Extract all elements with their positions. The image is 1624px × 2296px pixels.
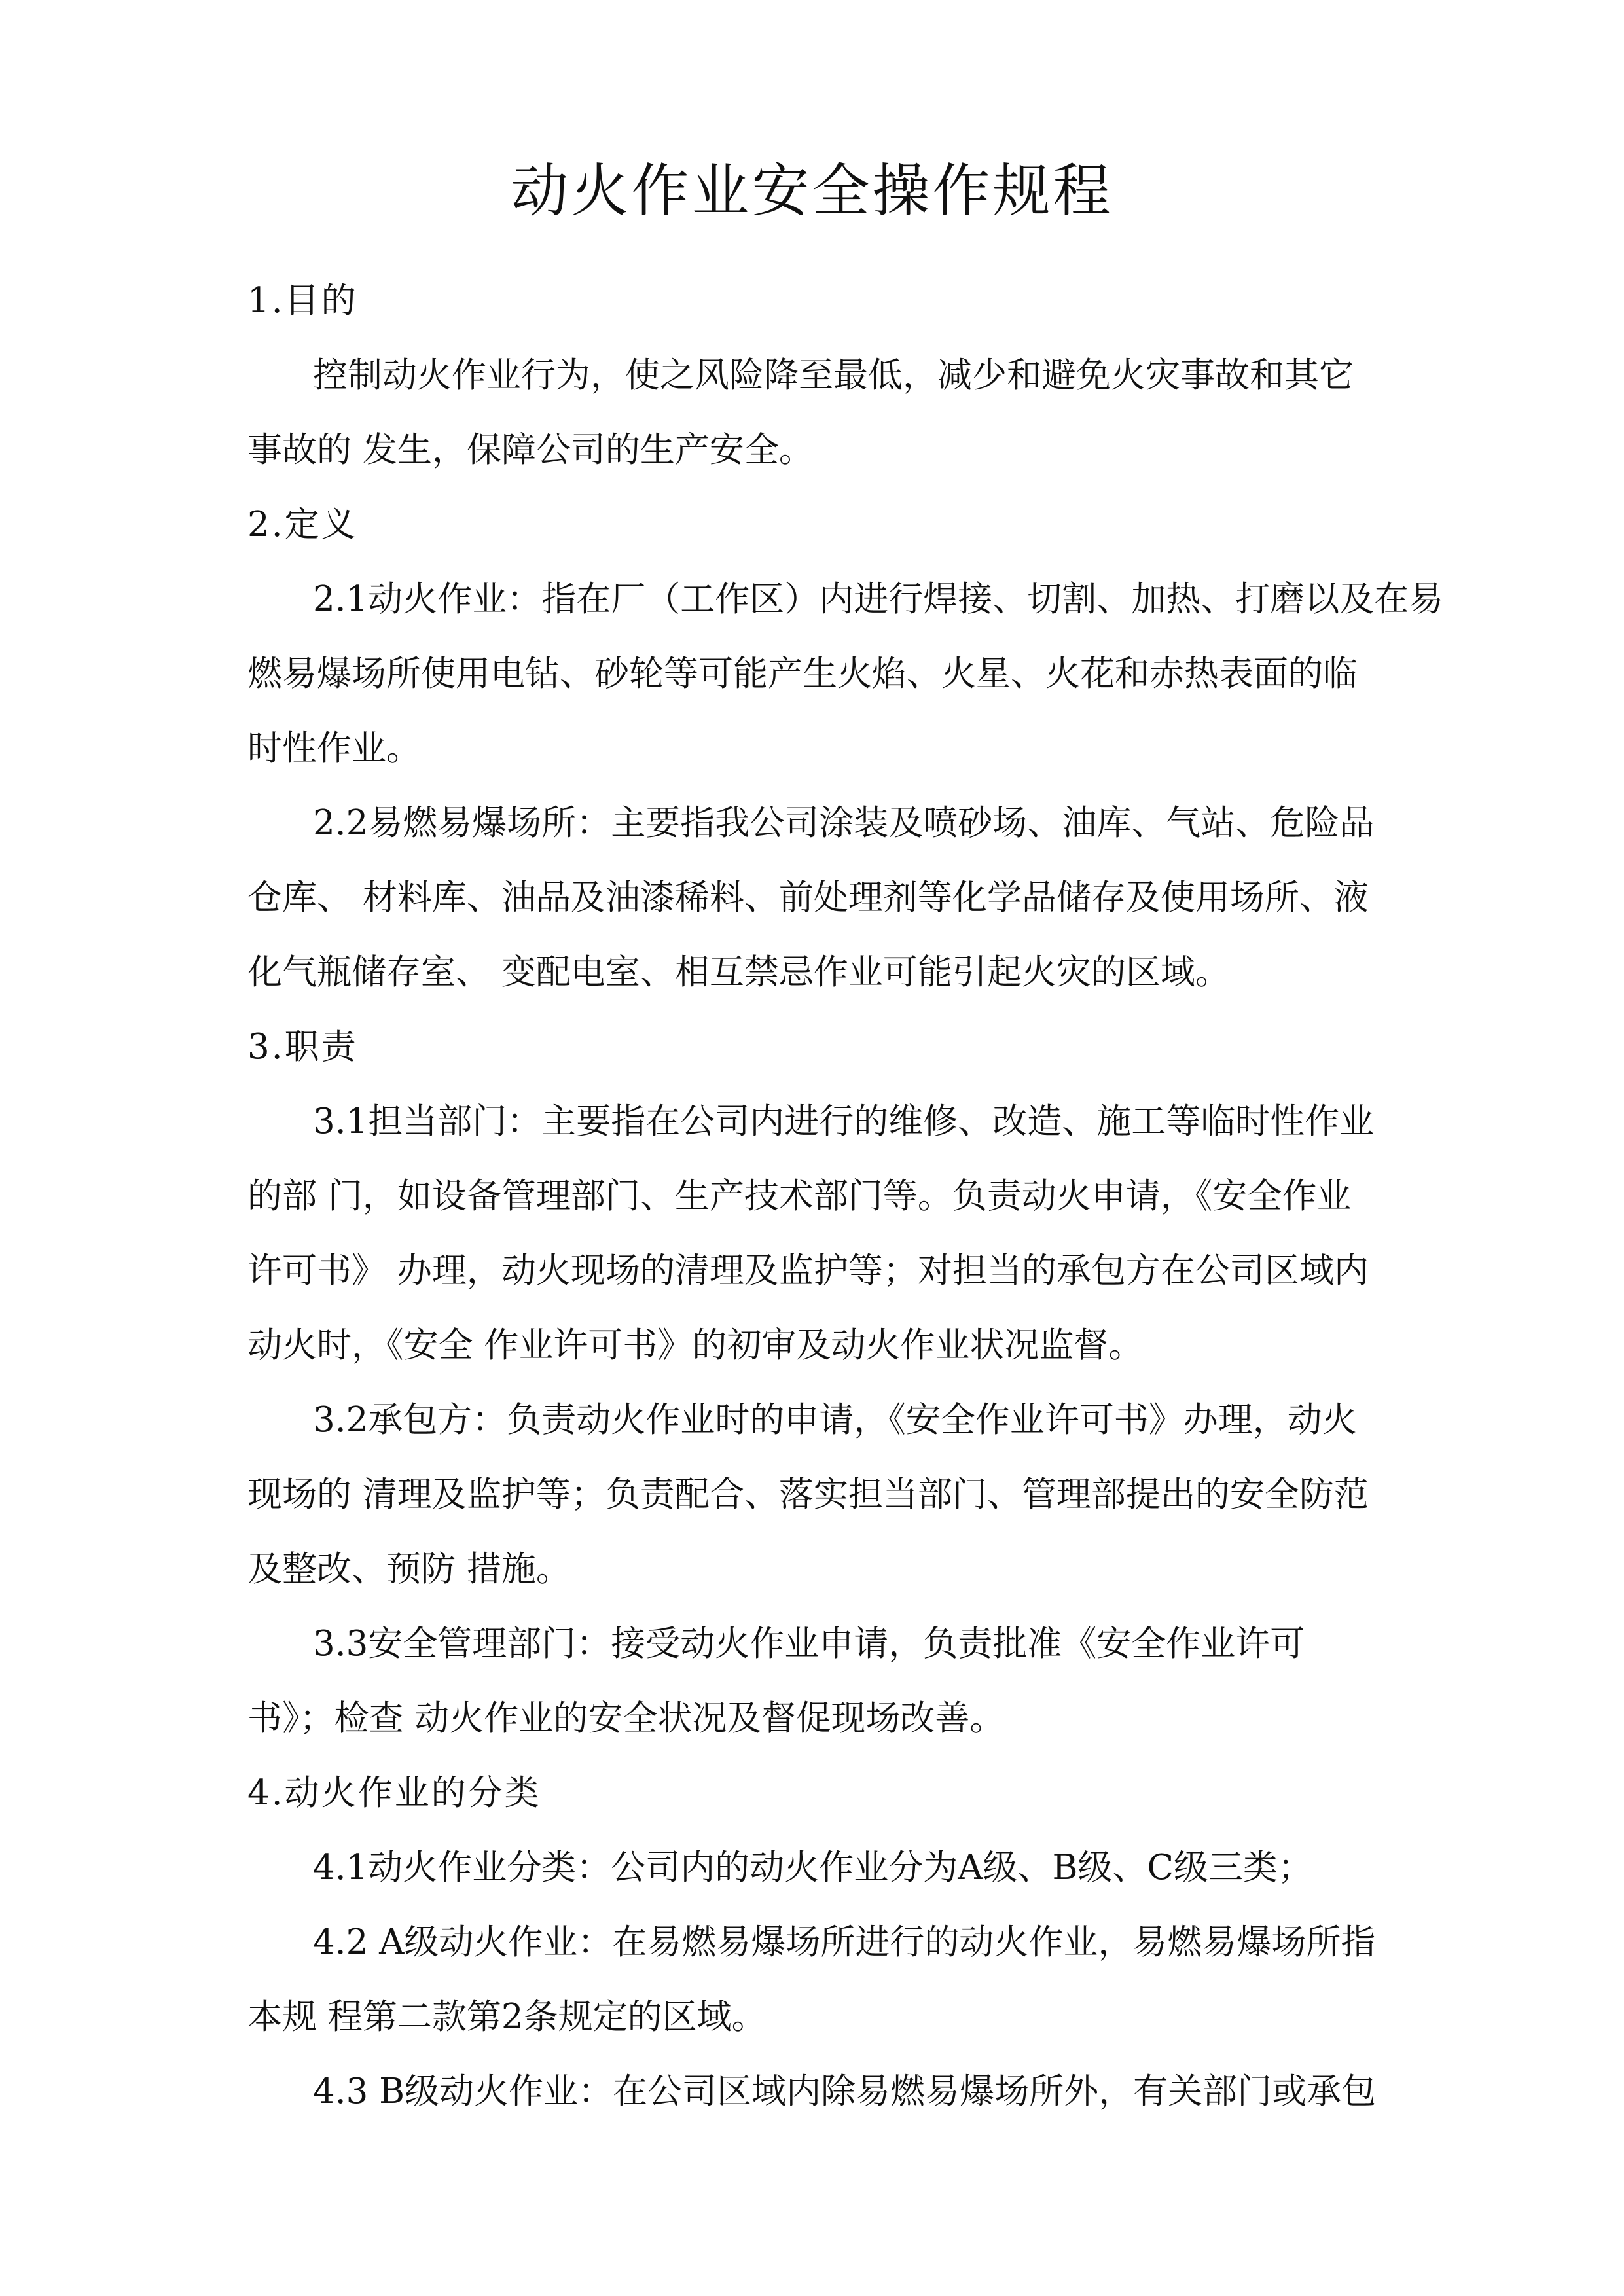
- paragraph-line: 燃易爆场所使用电钻、砂轮等可能产生火焰、火星、火花和赤热表面的临: [247, 654, 1358, 694]
- paragraph-line: 及整改、预防 措施。: [247, 1549, 571, 1589]
- paragraph-line: 3.1担当部门：主要指在公司内进行的维修、改造、施工等临时性作业: [313, 1102, 1375, 1141]
- page-title: 动火作业安全操作规程: [511, 157, 1113, 224]
- paragraph-line: 事故的 发生，保障公司的生产安全。: [247, 430, 814, 470]
- paragraph-line: 动火时，《安全 作业许可书》的初审及动火作业状况监督。: [247, 1325, 1144, 1365]
- paragraph-line: 2.1动火作业：指在厂（工作区）内进行焊接、切割、加热、打磨以及在易: [313, 579, 1444, 619]
- section-heading-classification: 4.动火作业的分类: [247, 1773, 541, 1813]
- paragraph-line: 4.1动火作业分类：公司内的动火作业分为A级、B级、C级三类；: [313, 1848, 1313, 1888]
- paragraph-line: 3.3安全管理部门：接受动火作业申请，负责批准《安全作业许可: [313, 1624, 1305, 1664]
- paragraph-line: 现场的 清理及监护等；负责配合、落实担当部门、管理部提出的安全防范: [247, 1475, 1369, 1515]
- paragraph-line: 3.2承包方：负责动火作业时的申请，《安全作业许可书》办理，动火: [313, 1400, 1357, 1440]
- paragraph-line: 的部 门，如设备管理部门、生产技术部门等。负责动火申请，《安全作业: [247, 1176, 1352, 1216]
- paragraph-line: 许可书》 办理，动火现场的清理及监护等；对担当的承包方在公司区域内: [247, 1251, 1369, 1291]
- paragraph-line: 时性作业。: [247, 728, 421, 768]
- section-heading-purpose: 1.目的: [247, 281, 358, 321]
- paragraph-line: 本规 程第二款第2条规定的区域。: [247, 1997, 767, 2037]
- paragraph-line: 4.3 B级动火作业：在公司区域内除易燃易爆场所外，有关部门或承包: [313, 2072, 1377, 2111]
- section-heading-definition: 2.定义: [247, 505, 358, 545]
- paragraph-line: 化气瓶储存室、 变配电室、相互禁忌作业可能引起火灾的区域。: [247, 952, 1230, 992]
- paragraph-line: 书》；检查 动火作业的安全状况及督促现场改善。: [247, 1698, 1005, 1738]
- paragraph-line: 2.2易燃易爆场所：主要指我公司涂装及喷砂场、油库、气站、危险品: [313, 803, 1375, 843]
- paragraph-line: 仓库、 材料库、油品及油漆稀料、前处理剂等化学品储存及使用场所、液: [247, 878, 1369, 918]
- paragraph-line: 控制动火作业行为，使之风险降至最低，减少和避免火灾事故和其它: [313, 355, 1354, 395]
- paragraph-line: 4.2 A级动火作业：在易燃易爆场所进行的动火作业，易燃易爆场所指: [313, 1922, 1376, 1962]
- section-heading-responsibility: 3.职责: [247, 1027, 358, 1067]
